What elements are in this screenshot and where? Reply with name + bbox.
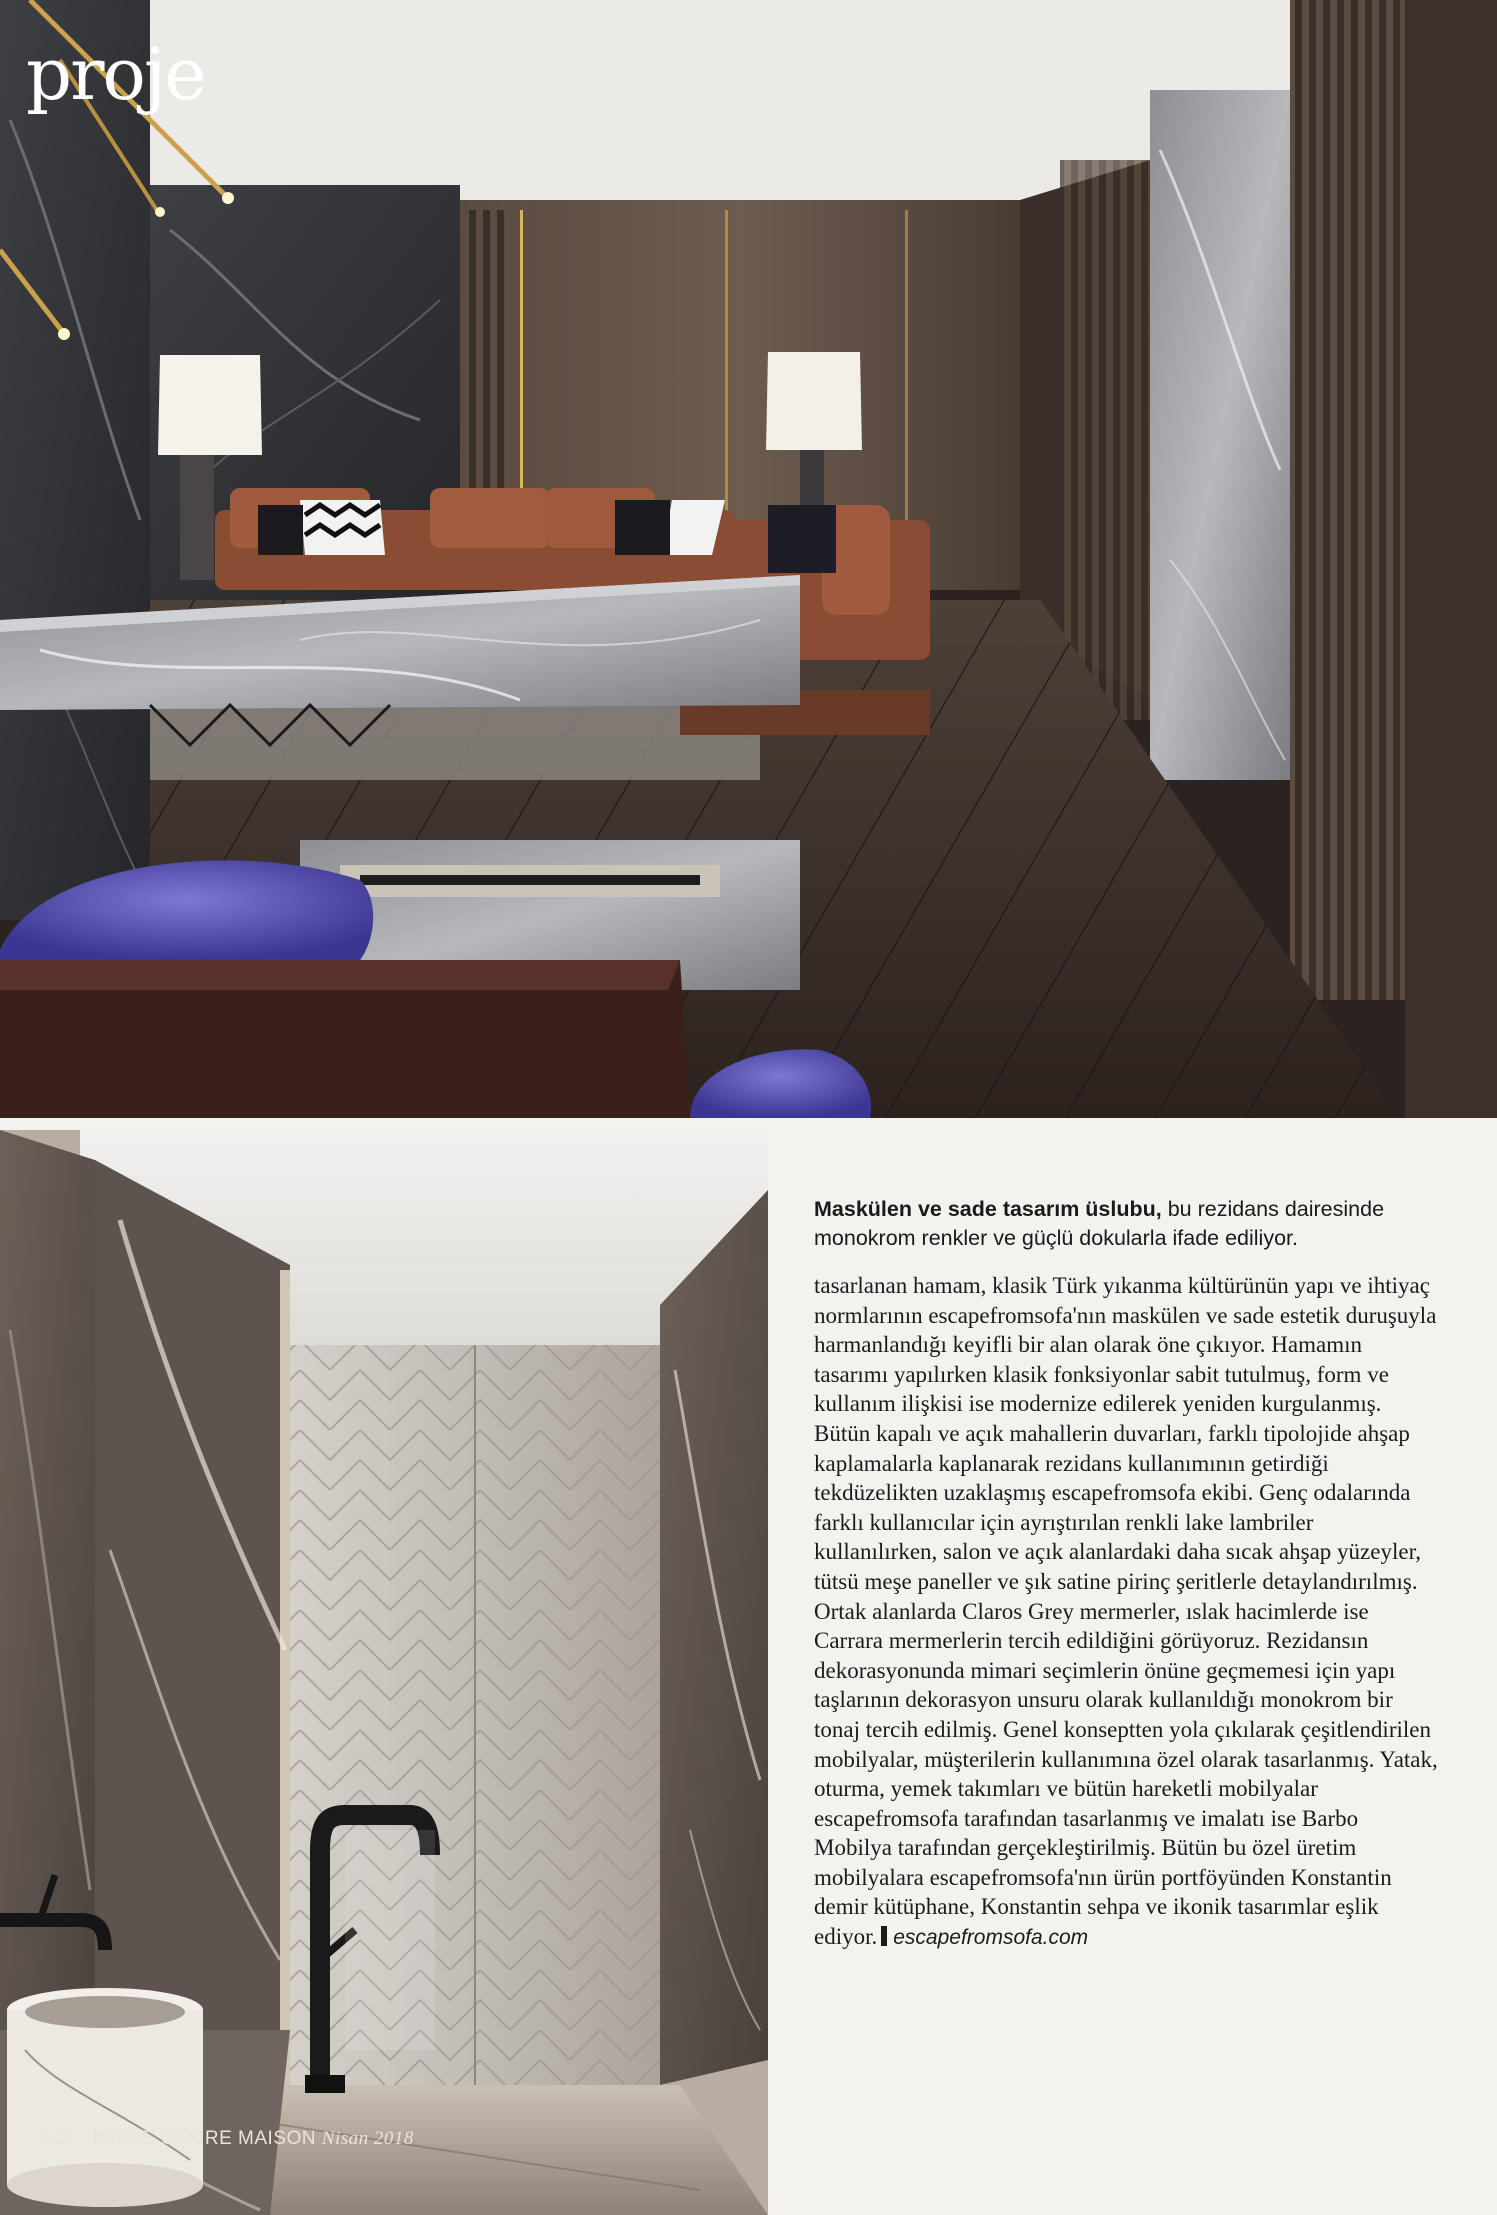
caption-rest: bu rezidans dairesinde monokrom renkler ve güçlü dokularla ifade ediliyor. bbox=[814, 1197, 1385, 1250]
folio-separator: · bbox=[79, 2128, 87, 2149]
article-body bbox=[814, 1271, 1439, 1953]
hamam-illustration bbox=[0, 1130, 768, 2215]
article-body-text: tasarlanan hamam, klasik Türk yıkanma kültürünün yapı ve ihtiyaç normlarının escapefromsofa'nın maskülen ve sade estetik duruşuyla harmanlandığı keyifli bir alan olarak öne çıkıyor. Hamamın tasarımı yapılırken klasik fonksiyonlar sabit tutulmuş, form ve kullanım ilişkisi ise modernize edilerek yeniden kurgulanmış. Bütün kapalı ve açık mahallerin duvarları, farklı tipolojide ahşap kaplamalarla kaplanarak rezidans kullanımının getirdiği tekdüzelikten uzaklaşmış escapefromsofa ekibi. Genç odalarında farklı kullanıcılar için ayrıştırılan renkli lake lambriler kullanılırken, salon ve açık alanlardaki daha sıcak ahşap yüzeyler, tütsü meşe paneller ve şık satine pirinç şeritlerle detaylandırılmış. Ortak alanlarda Claros Grey mermerler, ıslak hacimlerde ise Carrara mermerlerin tercih edildiğini görüyoruz. Rezidansın dekorasyonunda mimari seçimlerin önüne geçmemesi için yapı taşlarının dekorasyon unsuru olarak kullanıldığı monokrom bir tonaj tercih edilmiş. Genel konseptten yola çıkılarak çeşitlendirilen mobilyalar, müşterilerin kullanımına özel olarak tasarlanmış. Yatak, oturma, yemek takımları ve bütün hareketli mobilyalar escapefromsofa tarafından tasarlanmış ve imalatı ise Barbo Mobilya tarafından gerçekleştirilmiş. Bütün bu özel üretim mobilyalara escapefromsofa'nın ürün portföyünden Konstantin demir kütüphane, Konstantin sehpa ve ikonik tasarımlar eşlik ediyor. bbox=[814, 1273, 1438, 1950]
hamam-photo bbox=[0, 1130, 768, 2215]
article-column bbox=[814, 1195, 1439, 1953]
section-label: proje bbox=[26, 32, 205, 116]
issue-date: Nisan 2018 bbox=[321, 2128, 414, 2149]
page-number: 114 bbox=[42, 2128, 74, 2149]
caption-lead: Maskülen ve sade tasarım üslubu, bbox=[814, 1197, 1162, 1221]
source-website: escapefromsofa.com bbox=[893, 1926, 1089, 1950]
photo-caption bbox=[814, 1195, 1439, 1253]
magazine-name: MARIE CLAIRE MAISON bbox=[92, 2128, 317, 2149]
end-mark-icon bbox=[881, 1926, 887, 1946]
page-folio bbox=[42, 2128, 414, 2150]
